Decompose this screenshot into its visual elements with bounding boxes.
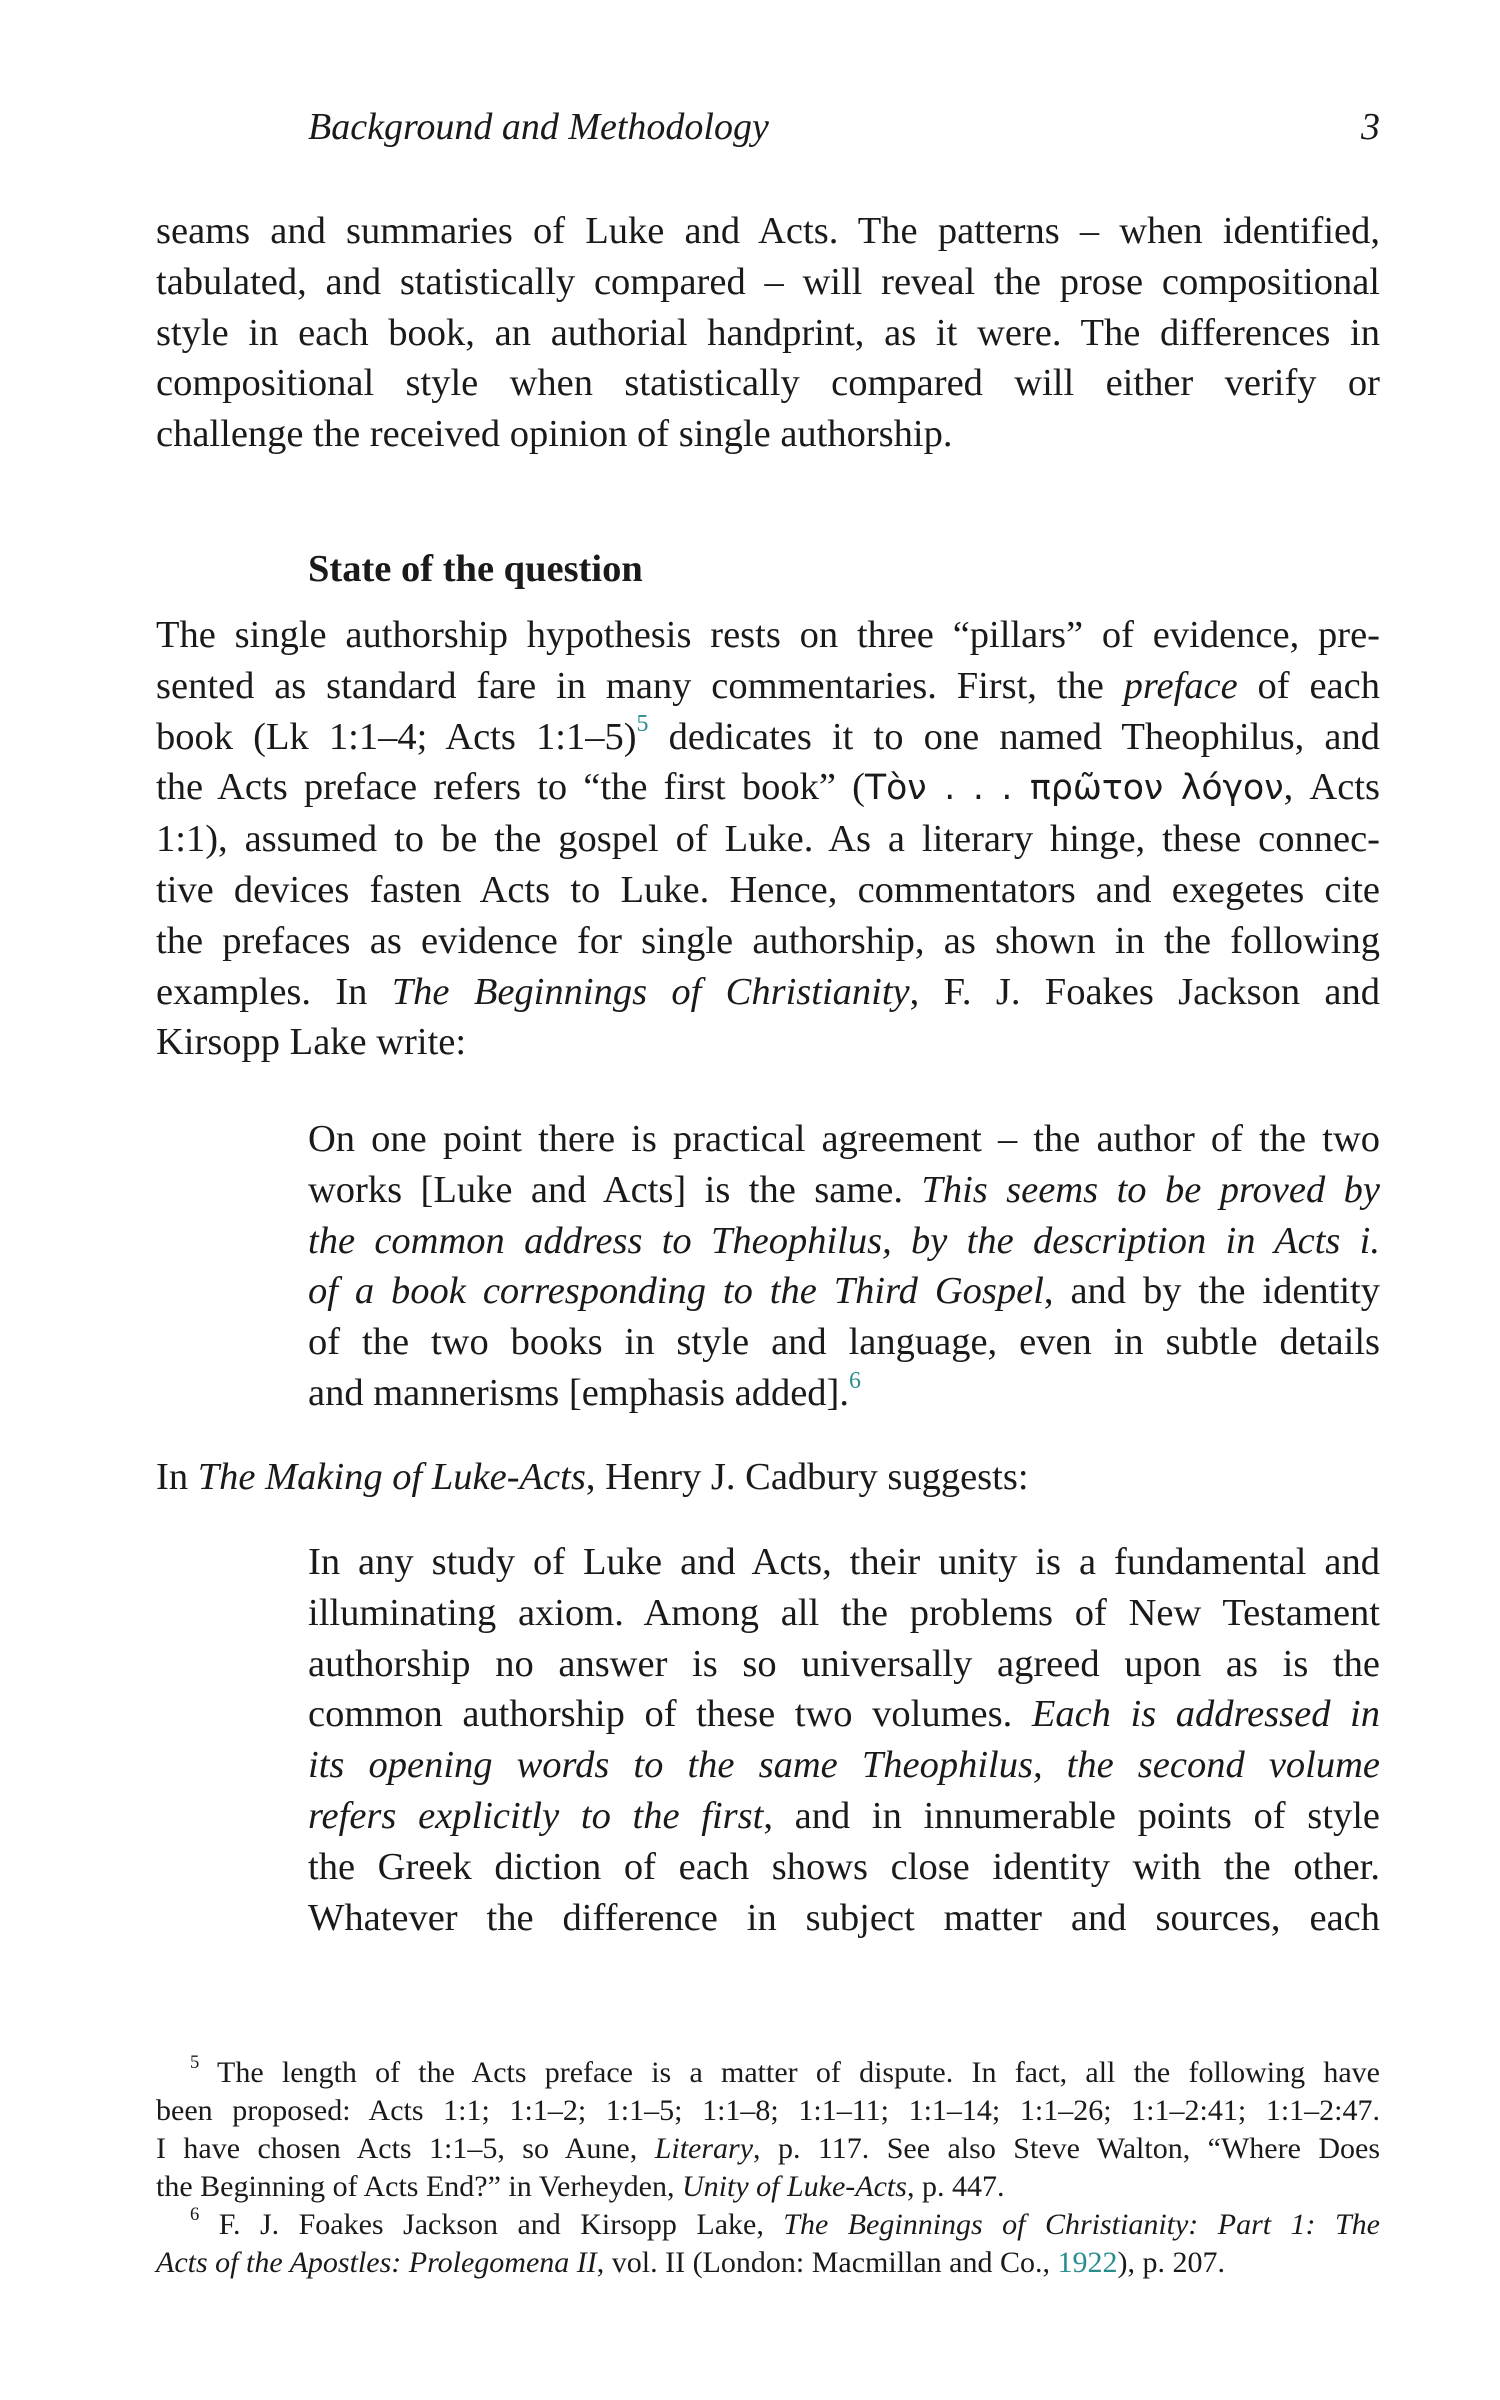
paragraph-state-of-question	[156, 610, 1380, 1068]
text-line: sented as standard fare in many commentaries. First, the preface of each	[156, 664, 1380, 707]
text-line: 1:1), assumed to be the gospel of Luke. As a literary hinge, these connec-	[156, 818, 1380, 861]
emphasis-preface: preface	[1123, 664, 1238, 707]
text-line: seams and summaries of Luke and Acts. The patterns – when identified,	[156, 210, 1380, 252]
text-line: the Greek diction of each shows close identity with the other.	[308, 1845, 1380, 1888]
page-number: 3	[1361, 106, 1380, 148]
text-line: style in each book, an authorial handprint, as it were. The differences in	[156, 311, 1380, 354]
text-line: the Acts preface refers to “the first book” (Tὸν . . . πρῶτον λόγον, Acts	[156, 766, 1380, 809]
block-quote-cadbury	[308, 1537, 1380, 1943]
text-line: authorship no answer is so universally agreed upon as is the	[308, 1642, 1380, 1685]
text-line: of the two books in style and language, even in subtle details	[308, 1321, 1380, 1364]
citation-link-1922[interactable]: 1922	[1057, 2246, 1118, 2279]
section-heading: State of the question	[308, 548, 643, 590]
footnote-number: 6	[190, 2204, 200, 2226]
text-line: refers explicitly to the first, and in innumerable points of style	[308, 1794, 1380, 1837]
text-line: challenge the received opinion of single authorship.	[156, 413, 953, 456]
text-line: and mannerisms [emphasis added].$^6$	[308, 1367, 861, 1414]
text-line: common authorship of these two volumes. Each is addressed in	[308, 1693, 1380, 1736]
text-line: The single authorship hypothesis rests on three “pillars” of evidence, pre-	[156, 614, 1380, 656]
text-line: book (Lk 1:1–4; Acts 1:1–5)$^5$ dedicates it to one named Theophilus, and	[156, 711, 1381, 758]
greek-phrase: Tὸν . . . πρῶτον λόγον	[864, 768, 1284, 809]
text-line: compositional style when statistically compared will either verify or	[156, 362, 1380, 405]
text-line: Whatever the difference in subject matter and sources, each	[308, 1896, 1380, 1939]
text-line: I have chosen Acts 1:1–5, so Aune, Literary, p. 117. See also Steve Walton, “Where Does	[156, 2132, 1380, 2165]
footnote-6: $^6$ F. J. Foakes Jackson and Kirsopp Lake, The Beginnings of Christianity: Part 1: The	[190, 2204, 1380, 2241]
text-line: Kirsopp Lake write:	[156, 1021, 467, 1064]
paragraph-cadbury-intro	[156, 1452, 1380, 1503]
footnotes	[156, 2054, 1380, 2282]
text-line: In any study of Luke and Acts, their unity is a fundamental and	[308, 1541, 1380, 1583]
text-line: the Beginning of Acts End?” in Verheyden, Unity of Luke-Acts, p. 447.	[156, 2170, 1005, 2203]
book-title: The Beginnings of Christianity	[391, 970, 910, 1013]
footnote-ref-5[interactable]: 5	[636, 711, 649, 738]
footnote-5: $^5$ The length of the Acts preface is a matter of dispute. In fact, all the following have	[190, 2052, 1380, 2089]
block-quote-jackson-lake	[308, 1114, 1380, 1419]
text-line: In The Making of Luke-Acts, Henry J. Cadbury suggests:	[156, 1456, 1029, 1498]
text-line: illuminating axiom. Among all the problems of New Testament	[308, 1591, 1380, 1634]
text-line: works [Luke and Acts] is the same. This seems to be proved by	[308, 1168, 1380, 1211]
text-line: On one point there is practical agreement – the author of the two	[308, 1118, 1380, 1160]
footnote-ref-6[interactable]: 6	[849, 1367, 861, 1394]
text-line: examples. In The Beginnings of Christianity, F. J. Foakes Jackson and	[156, 970, 1380, 1013]
paragraph-methodology	[156, 206, 1380, 460]
text-line: been proposed: Acts 1:1; 1:1–2; 1:1–5; 1:1–8; 1:1–11; 1:1–14; 1:1–26; 1:1–2:41; 1:1–2:47.	[156, 2094, 1380, 2127]
text-line: the prefaces as evidence for single authorship, as shown in the following	[156, 919, 1380, 962]
running-title: Background and Methodology	[308, 106, 769, 148]
running-header	[308, 102, 1380, 152]
text-line: Acts of the Apostles: Prolegomena II, vol. II (London: Macmillan and Co., 1922), p. 207.	[156, 2246, 1226, 2279]
text-line: of a book corresponding to the Third Gospel, and by the identity	[308, 1270, 1380, 1313]
text-line: its opening words to the same Theophilus, the second volume	[308, 1744, 1380, 1787]
text-line: tabulated, and statistically compared – will reveal the prose compositional	[156, 260, 1380, 303]
book-title: The Making of Luke-Acts	[197, 1456, 586, 1498]
footnote-number: 5	[190, 2052, 200, 2074]
text-line: the common address to Theophilus, by the description in Acts i.	[308, 1219, 1380, 1262]
text-line: tive devices fasten Acts to Luke. Hence, commentators and exegetes cite	[156, 868, 1380, 911]
